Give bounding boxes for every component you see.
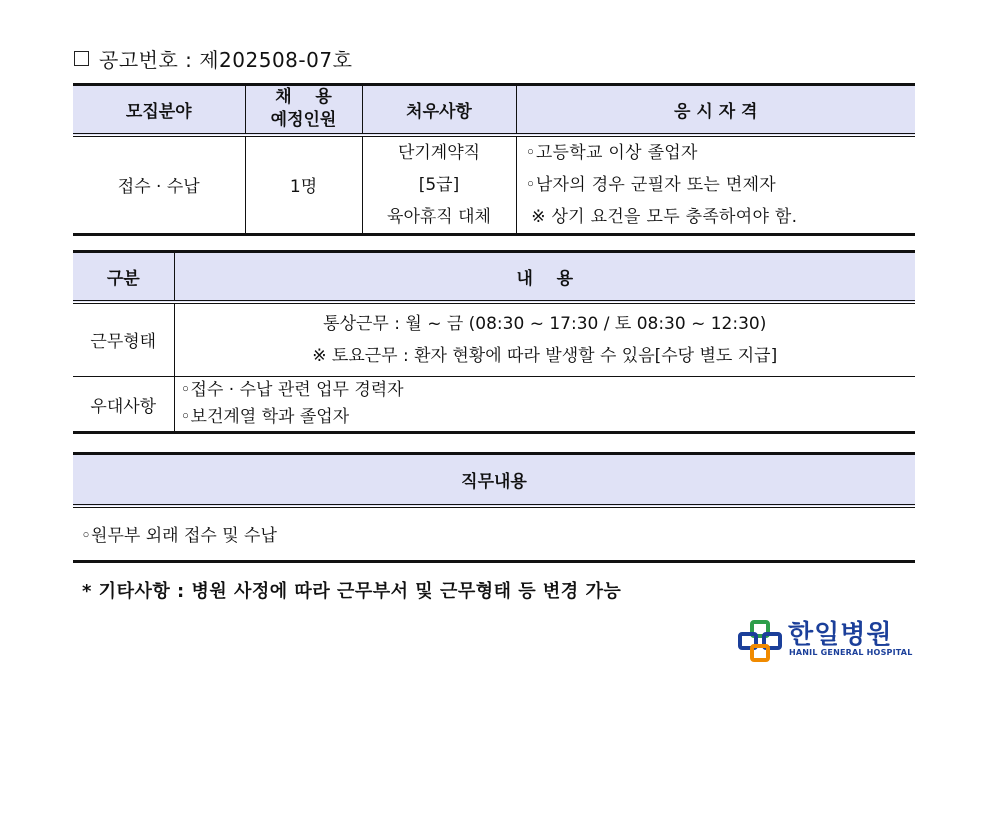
work-type-content: 통상근무 : 월 ~ 금 (08:30 ~ 17:30 / 토 08:30 ~ 12:30) ※ 토요근무 : 환자 현황에 따라 발생할 수 있음[수당 별도 지급] [174,302,915,377]
detail-table [73,250,915,434]
duty-content: ◦원무부 외래 접수 및 수납 [81,526,277,547]
hospital-cross-logo-icon [738,620,784,662]
hospital-logo [738,618,918,664]
preference-content: ◦접수 · 수납 관련 업무 경력자 ◦보건계열 학과 졸업자 [174,377,915,433]
qualification-cell: ◦고등학교 이상 졸업자 ◦남자의 경우 군필자 또는 면제자 ※ 상기 요건을 모두 충족하여야 함. [516,135,915,235]
logo-name-en: HANIL GENERAL HOSPITAL [789,648,913,657]
header-content: 내 용 [174,252,915,302]
etc-note: * 기타사항 : 병원 사정에 따라 근무부서 및 근무형태 등 변경 가능 [82,581,622,602]
field-cell: 접수 · 수납 [117,177,200,197]
preference-label: 우대사항 [90,396,157,417]
duty-table [73,452,915,563]
header-treatment: 처우사항 [362,85,516,135]
notice-number [74,44,352,73]
recruit-table [73,83,915,236]
treatment-cell: 단기계약직 [5급] 육아휴직 대체 [362,135,516,235]
count-cell: 1명 [245,135,362,235]
header-duty: 직무내용 [73,454,915,506]
header-count: 채 용 예정인원 [245,85,362,135]
header-category: 구분 [73,252,174,302]
work-type-label: 근무형태 [73,302,174,377]
checkbox-square-icon [74,51,89,66]
logo-name-ko: 한일병원 [788,620,893,650]
header-qualification: 응 시 자 격 [516,85,915,135]
notice-number-text: 공고번호 : 제202508-07호 [99,48,353,72]
header-field: 모집분야 [73,85,245,135]
